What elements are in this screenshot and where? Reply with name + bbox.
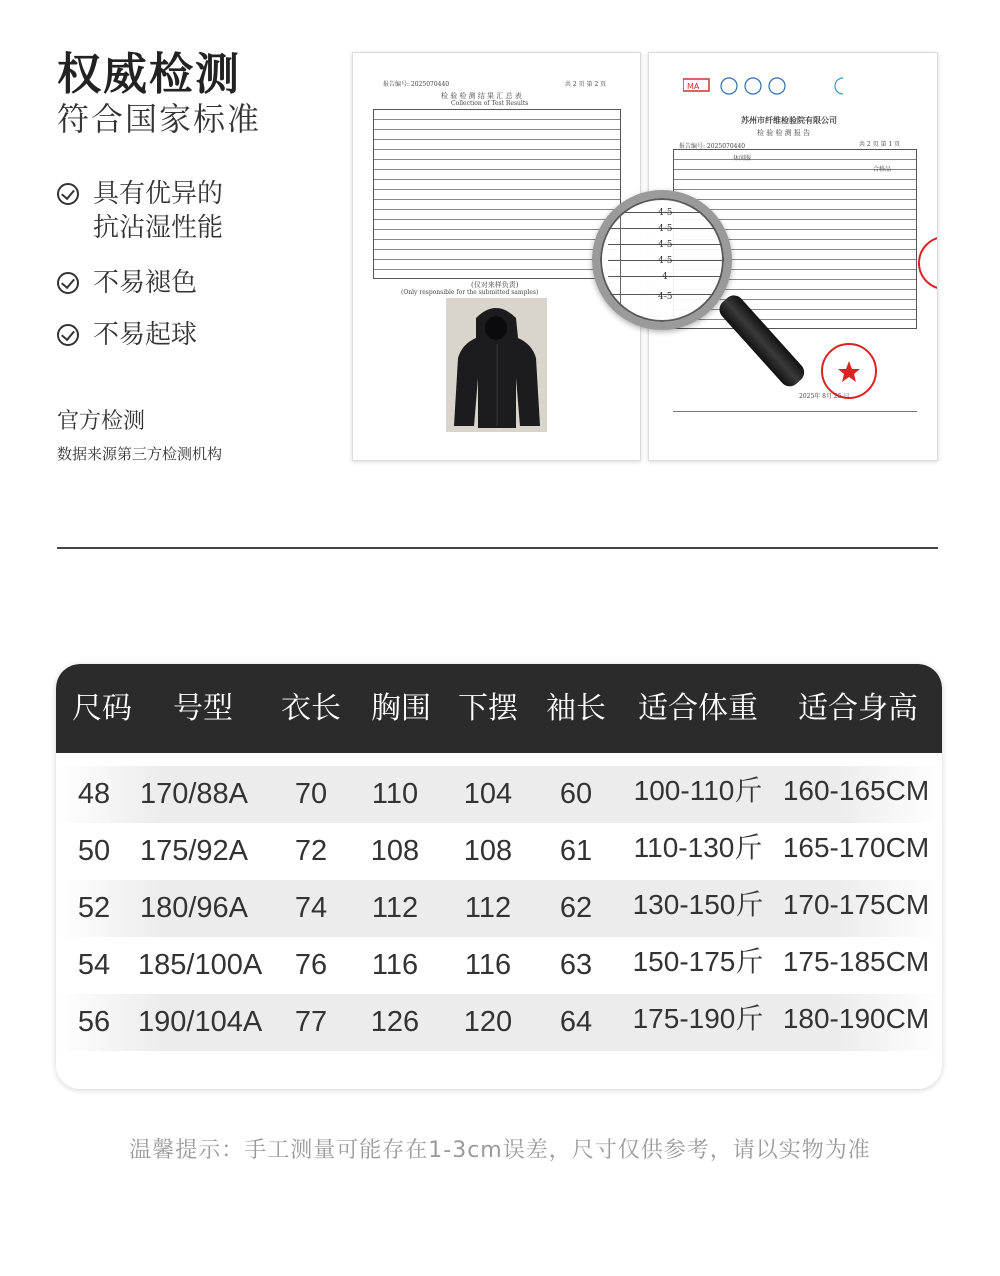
column-header: 衣长 bbox=[281, 691, 341, 726]
feature-item bbox=[57, 177, 223, 245]
report-table bbox=[373, 109, 621, 279]
cell-fit-code: 185/100A bbox=[138, 949, 263, 981]
magnified-value: 4-5 bbox=[658, 292, 673, 302]
cell-hem: 120 bbox=[463, 1006, 513, 1038]
report-number: 报告编号: 2025070440 bbox=[679, 143, 746, 150]
official-seal-icon bbox=[915, 233, 938, 293]
cell-height: 180-190CM bbox=[782, 1003, 930, 1034]
cell-chest: 126 bbox=[370, 1006, 420, 1038]
report-doc-title: 检 验 检 测 报 告 bbox=[757, 129, 811, 137]
magnified-value: 4-5 bbox=[658, 224, 673, 234]
cell-weight: 110-130斤 bbox=[633, 832, 763, 863]
page-title: 权威检测 bbox=[57, 49, 241, 100]
cell-height: 160-165CM bbox=[782, 775, 930, 806]
column-header: 号型 bbox=[173, 691, 233, 726]
certification-logos-icon bbox=[683, 77, 843, 99]
check-circle-icon bbox=[57, 272, 79, 294]
column-header: 袖长 bbox=[546, 691, 606, 726]
report-page: 共 2 页 第 1 页 bbox=[859, 141, 901, 148]
feature-item bbox=[57, 266, 197, 300]
cell-hem: 108 bbox=[463, 835, 513, 867]
cell-height: 170-175CM bbox=[782, 889, 930, 920]
report-number: 报告编号: 2025070440 bbox=[383, 81, 450, 88]
magnifier-glass-icon bbox=[592, 190, 732, 330]
column-header: 下摆 bbox=[458, 691, 518, 726]
cell-length: 72 bbox=[294, 835, 328, 867]
cell-chest: 116 bbox=[371, 949, 419, 981]
table-row bbox=[56, 823, 942, 880]
column-header: 适合体重 bbox=[638, 691, 758, 726]
cell-length: 77 bbox=[294, 1006, 328, 1038]
cell-length: 76 bbox=[294, 949, 328, 981]
table-row bbox=[56, 766, 942, 823]
svg-text:MA: MA bbox=[687, 82, 700, 91]
cell-length: 74 bbox=[294, 892, 328, 924]
feature-text: 具有优异的 抗沾湿性能 bbox=[93, 179, 224, 243]
cell-sleeve: 64 bbox=[559, 1006, 593, 1038]
cell-size: 50 bbox=[77, 835, 111, 867]
cell-sleeve: 61 bbox=[559, 835, 593, 867]
cell-size: 56 bbox=[77, 1006, 111, 1038]
report-grade: 合格品 bbox=[873, 166, 892, 173]
size-table-header bbox=[56, 664, 942, 753]
cell-height: 175-185CM bbox=[782, 946, 930, 977]
cell-weight: 150-175斤 bbox=[632, 946, 764, 977]
report-page: 共 2 页 第 2 页 bbox=[565, 81, 607, 88]
cell-sleeve: 60 bbox=[559, 778, 593, 810]
check-circle-icon bbox=[57, 183, 79, 205]
feature-item bbox=[57, 318, 197, 352]
cell-length: 70 bbox=[294, 778, 328, 810]
jacket-photo bbox=[446, 298, 547, 432]
cell-fit-code: 175/92A bbox=[139, 835, 249, 867]
official-label: 官方检测 bbox=[57, 409, 146, 434]
magnified-value: 4 bbox=[662, 272, 668, 282]
size-table bbox=[56, 664, 942, 1089]
cell-chest: 110 bbox=[371, 778, 419, 810]
report-table-title-en: Collection of Test Results bbox=[451, 100, 529, 107]
cell-hem: 112 bbox=[464, 892, 512, 924]
check-circle-icon bbox=[57, 324, 79, 346]
cell-chest: 108 bbox=[370, 835, 420, 867]
feature-text: 不易起球 bbox=[93, 320, 198, 350]
feature-text: 不易褪色 bbox=[93, 268, 198, 298]
cell-sleeve: 62 bbox=[559, 892, 593, 924]
cell-weight: 130-150斤 bbox=[632, 889, 764, 920]
section-divider bbox=[57, 547, 938, 549]
measurement-note: 温馨提示：手工测量可能存在1-3cm误差，尺寸仅供参考，请以实物为准 bbox=[129, 1138, 871, 1163]
cell-weight: 100-110斤 bbox=[633, 775, 763, 806]
cell-fit-code: 180/96A bbox=[139, 892, 249, 924]
column-header: 尺码 bbox=[72, 691, 132, 726]
cell-fit-code: 190/104A bbox=[138, 1006, 263, 1038]
magnified-value: 4-5 bbox=[658, 208, 673, 218]
cell-hem: 116 bbox=[464, 949, 512, 981]
magnified-value: 4-5 bbox=[658, 240, 673, 250]
magnified-value: 4-5 bbox=[658, 256, 673, 266]
cell-fit-code: 170/88A bbox=[139, 778, 249, 810]
cell-size: 54 bbox=[77, 949, 111, 981]
column-header: 胸围 bbox=[371, 691, 431, 726]
cell-chest: 112 bbox=[371, 892, 419, 924]
report-responsibility-en: (Only responsible for the submitted samples) bbox=[401, 289, 539, 296]
cell-size: 52 bbox=[77, 892, 111, 924]
report-date: 2025年 8月 25 日 bbox=[799, 393, 850, 400]
report-responsibility: (仅对来样负责) bbox=[471, 281, 519, 289]
page-subtitle: 符合国家标准 bbox=[57, 100, 262, 138]
official-source: 数据来源第三方检测机构 bbox=[57, 445, 223, 463]
column-header: 适合身高 bbox=[798, 691, 918, 726]
report-org: 苏州市纤维检验院有限公司 bbox=[741, 115, 837, 125]
table-row bbox=[56, 994, 942, 1051]
cell-height: 165-170CM bbox=[782, 832, 930, 863]
table-row bbox=[56, 937, 942, 994]
cell-weight: 175-190斤 bbox=[632, 1003, 764, 1034]
report-notes bbox=[673, 411, 917, 439]
cell-hem: 104 bbox=[463, 778, 513, 810]
report-product: 休闲服 bbox=[733, 155, 752, 162]
cell-size: 48 bbox=[77, 778, 111, 810]
table-row bbox=[56, 880, 942, 937]
report-table-title: 检 验 检 测 结 果 汇 总 表 bbox=[441, 92, 522, 100]
cell-sleeve: 63 bbox=[559, 949, 593, 981]
